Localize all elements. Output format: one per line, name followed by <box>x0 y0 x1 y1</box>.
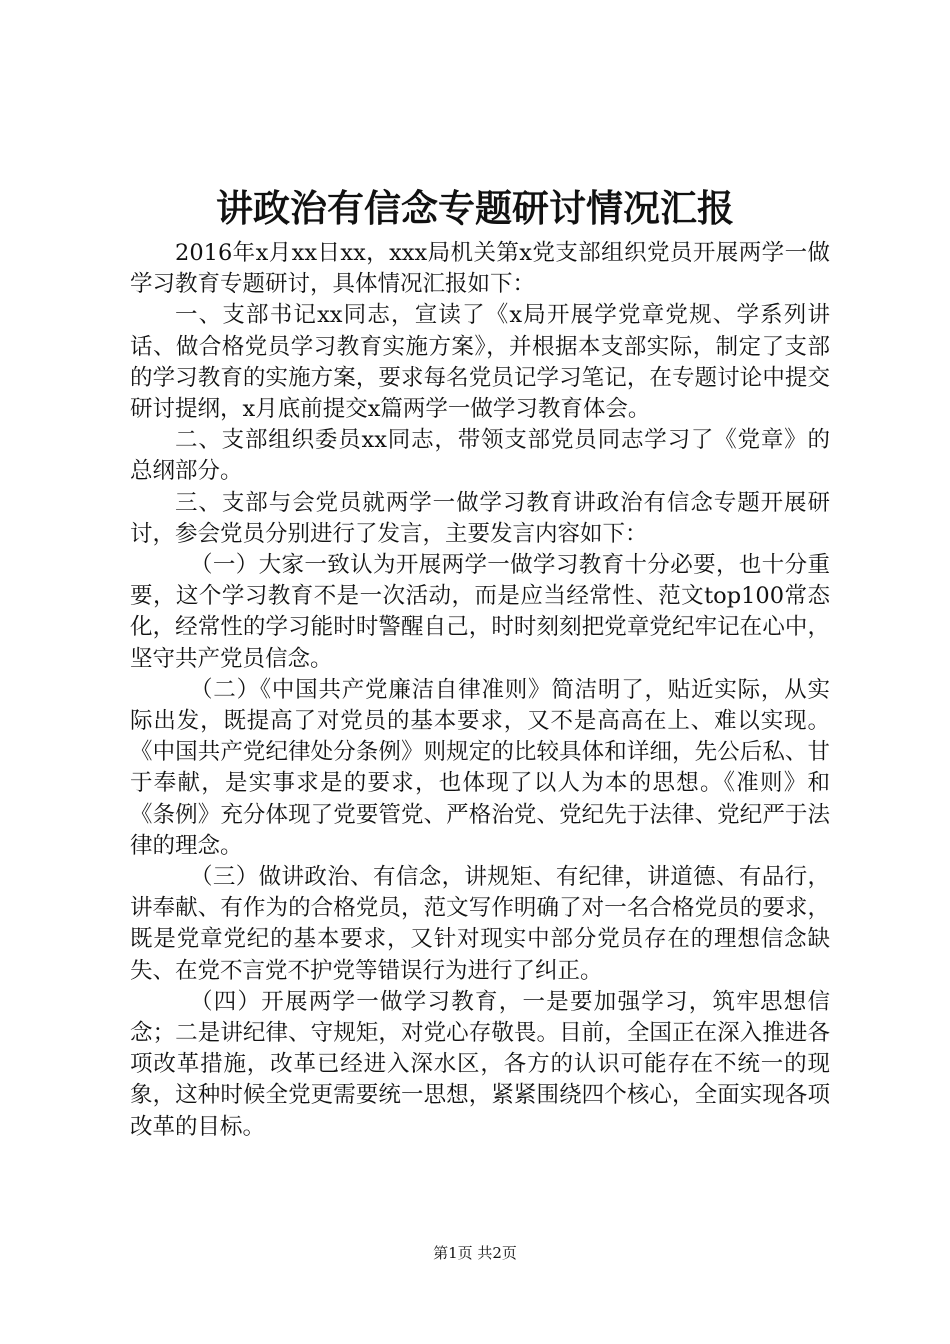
paragraph-point-4: （四）开展两学一做学习教育，一是要加强学习，筑牢思想信念；二是讲纪律、守规矩，对党心存敬畏。目前，全国正在深入推进各项改革措施，改革已经进入深水区，各方的认识可能存在不统一的现象，这种时候全党更需要统一思想，紧紧围绕四个核心，全面实现各项改革的目标。 <box>130 988 830 1140</box>
paragraph-section-1: 一、支部书记xx同志，宣读了《x局开展学党章党规、学系列讲话、做合格党员学习教育实施方案》，并根据本支部实际，制定了支部的学习教育的实施方案，要求每名党员记学习笔记，在专题讨论中提交研讨提纲，x月底前提交x篇两学一做学习教育体会。 <box>130 302 830 423</box>
paragraph-point-2: （二）《中国共产党廉洁自律准则》简洁明了，贴近实际，从实际出发，既提高了对党员的基本要求，又不是高高在上、难以实现。《中国共产党纪律处分条例》则规定的比较具体和详细，先公后私、甘于奉献，是实事求是的要求，也体现了以人为本的思想。《准则》和《条例》充分体现了党要管党、严格治党、党纪先于法律、党纪严于法律的理念。 <box>130 676 830 859</box>
paragraph-section-2: 二、支部组织委员xx同志，带领支部党员同志学习了《党章》的总纲部分。 <box>130 427 830 485</box>
document-title: 讲政治有信念专题研讨情况汇报 <box>216 186 734 230</box>
paragraph-point-3: （三）做讲政治、有信念，讲规矩、有纪律，讲道德、有品行，讲奉献、有作为的合格党员，范文写作明确了对一名合格党员的要求，既是党章党纪的基本要求，又针对现实中部分党员存在的理想信念缺失、在党不言党不护党等错误行为进行了纠正。 <box>130 864 830 984</box>
document-body <box>130 238 830 1143</box>
page-number-footer: 第1页 共2页 <box>433 1244 517 1262</box>
paragraph-intro: 2016年x月xx日xx，xxx局机关第x党支部组织党员开展两学一做学习教育专题研讨，具体情况汇报如下： <box>130 240 830 298</box>
paragraph-point-1: （一）大家一致认为开展两学一做学习教育十分必要，也十分重要，这个学习教育不是一次活动，而是应当经常性、范文top100常态化，经常性的学习能时时警醒自己，时时刻刻把党章党纪牢记在心中，坚守共产党员信念。 <box>130 552 830 672</box>
paragraph-section-3: 三、支部与会党员就两学一做学习教育讲政治有信念专题开展研讨，参会党员分别进行了发言，主要发言内容如下： <box>130 489 830 547</box>
